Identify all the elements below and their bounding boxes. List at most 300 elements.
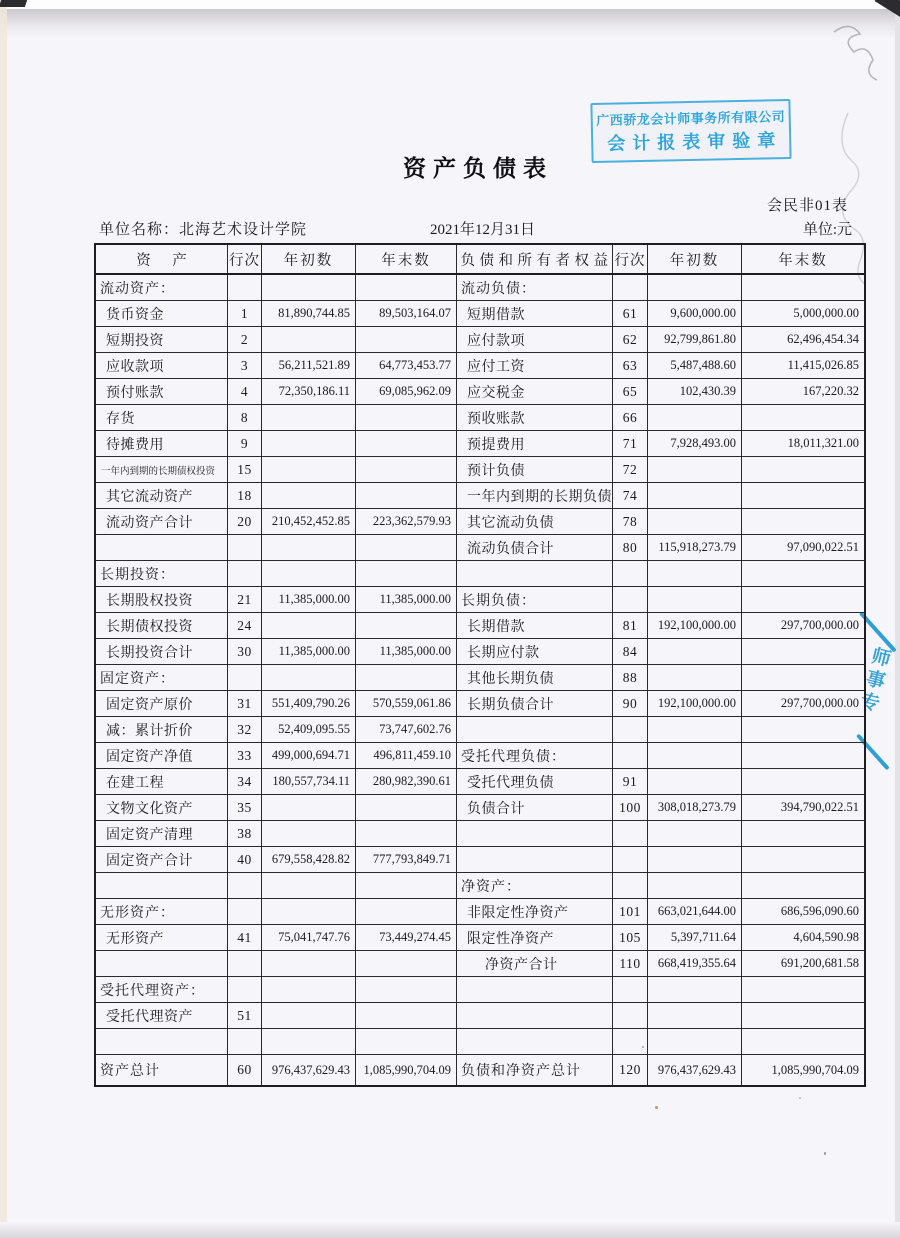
amount-value <box>648 873 742 899</box>
row-label: 受托代理负债 <box>457 769 613 795</box>
row-label: 受托代理负债： <box>457 743 613 769</box>
line-number <box>228 561 262 587</box>
amount-value: 976,437,629.43 <box>648 1055 742 1085</box>
amount-value <box>262 613 356 639</box>
column-header: 行次 <box>228 245 262 275</box>
row-label: 一年内到期的长期负债 <box>457 483 613 509</box>
dust-speck <box>655 1106 658 1109</box>
column-header: 资 产 <box>96 245 228 275</box>
table-row <box>96 925 864 951</box>
unit-name-value: 北海艺术设计学院 <box>179 222 308 238</box>
line-number: 110 <box>613 951 648 977</box>
line-number <box>613 821 648 847</box>
amount-value <box>742 1029 864 1055</box>
row-label: 固定资产： <box>96 665 228 691</box>
row-label <box>457 717 613 743</box>
line-number: 40 <box>228 847 262 873</box>
table-row <box>96 873 864 899</box>
table-row <box>96 353 864 379</box>
amount-value: 115,918,273.79 <box>648 535 742 561</box>
amount-value <box>262 483 356 509</box>
row-label <box>96 951 228 977</box>
amount-value: 976,437,629.43 <box>262 1055 356 1085</box>
table-row <box>96 535 864 561</box>
line-number: 8 <box>228 405 262 431</box>
stamp-seal-text: 会计报表审验章 <box>607 130 783 154</box>
amount-value: 223,362,579.93 <box>356 509 457 535</box>
line-number: 51 <box>228 1003 262 1029</box>
amount-value <box>742 275 864 301</box>
form-code: 会民非01表 <box>766 198 848 214</box>
amount-value <box>262 873 356 899</box>
amount-value: 551,409,790.26 <box>262 691 356 717</box>
line-number: 88 <box>613 665 648 691</box>
amount-value <box>742 1003 864 1029</box>
amount-value <box>356 561 457 587</box>
amount-value <box>742 769 864 795</box>
dust-speck <box>642 1046 644 1048</box>
amount-value: 679,558,428.82 <box>262 847 356 873</box>
row-label: 应交税金 <box>457 379 613 405</box>
line-number <box>613 587 648 613</box>
line-number <box>228 899 262 925</box>
amount-value: 192,100,000.00 <box>648 691 742 717</box>
row-label: 受托代理资产： <box>96 977 228 1003</box>
line-number: 65 <box>613 379 648 405</box>
amount-value <box>262 431 356 457</box>
amount-value: 11,385,000.00 <box>262 587 356 613</box>
amount-value <box>262 1029 356 1055</box>
amount-value <box>648 275 742 301</box>
line-number <box>613 873 648 899</box>
row-label: 净资产： <box>457 873 613 899</box>
line-number: 24 <box>228 613 262 639</box>
row-label: 在建工程 <box>96 769 228 795</box>
amount-value: 777,793,849.71 <box>356 847 457 873</box>
row-label: 固定资产清理 <box>96 821 228 847</box>
amount-value: 499,000,694.71 <box>262 743 356 769</box>
row-label <box>457 977 613 1003</box>
row-label: 长期投资合计 <box>96 639 228 665</box>
report-date: 2021年12月31日 <box>430 222 536 238</box>
amount-value: 52,409,095.55 <box>262 717 356 743</box>
amount-value <box>742 873 864 899</box>
amount-value <box>356 327 457 353</box>
line-number: 33 <box>228 743 262 769</box>
amount-value: 570,559,061.86 <box>356 691 457 717</box>
table-row <box>96 717 864 743</box>
amount-value: 9,600,000.00 <box>648 301 742 327</box>
amount-value <box>742 483 864 509</box>
table-row <box>96 769 864 795</box>
line-number <box>613 847 648 873</box>
table-row <box>96 587 864 613</box>
line-number: 1 <box>228 301 262 327</box>
row-label <box>457 1029 613 1055</box>
row-label: 应付款项 <box>457 327 613 353</box>
amount-value <box>648 483 742 509</box>
line-number: 62 <box>613 327 648 353</box>
row-label: 无形资产： <box>96 899 228 925</box>
amount-value <box>356 405 457 431</box>
row-label: 流动资产： <box>96 275 228 301</box>
row-label <box>96 1029 228 1055</box>
amount-value: 11,385,000.00 <box>356 587 457 613</box>
amount-value: 394,790,022.51 <box>742 795 864 821</box>
amount-value: 73,449,274.45 <box>356 925 457 951</box>
amount-value <box>262 977 356 1003</box>
line-number: 78 <box>613 509 648 535</box>
row-label: 应收款项 <box>96 353 228 379</box>
table-row <box>96 431 864 457</box>
amount-value <box>648 509 742 535</box>
amount-value <box>648 821 742 847</box>
amount-value <box>356 795 457 821</box>
amount-value <box>648 847 742 873</box>
scan-edge-left <box>0 0 7 1238</box>
row-label: 其它流动负债 <box>457 509 613 535</box>
row-label: 长期负债合计 <box>457 691 613 717</box>
row-label: 长期应付款 <box>457 639 613 665</box>
table-row <box>96 561 864 587</box>
line-number <box>228 535 262 561</box>
amount-value <box>648 457 742 483</box>
amount-value <box>262 795 356 821</box>
amount-value: 1,085,990,704.09 <box>356 1055 457 1085</box>
row-label: 无形资产 <box>96 925 228 951</box>
line-number: 81 <box>613 613 648 639</box>
amount-value <box>742 847 864 873</box>
line-number: 9 <box>228 431 262 457</box>
table-row <box>96 483 864 509</box>
amount-value <box>356 873 457 899</box>
row-label: 其它流动资产 <box>96 483 228 509</box>
column-header: 年初数 <box>262 245 356 275</box>
amount-value <box>356 275 457 301</box>
amount-value: 496,811,459.10 <box>356 743 457 769</box>
amount-value <box>356 821 457 847</box>
line-number: 71 <box>613 431 648 457</box>
row-label: 受托代理资产 <box>96 1003 228 1029</box>
amount-value: 668,419,355.64 <box>648 951 742 977</box>
amount-value <box>262 327 356 353</box>
amount-value: 5,397,711.64 <box>648 925 742 951</box>
row-label: 预计负债 <box>457 457 613 483</box>
row-label <box>457 1003 613 1029</box>
line-number: 41 <box>228 925 262 951</box>
line-number: 38 <box>228 821 262 847</box>
amount-value: 18,011,321.00 <box>742 431 864 457</box>
amount-value <box>262 1003 356 1029</box>
row-label: 固定资产净值 <box>96 743 228 769</box>
amount-value <box>742 821 864 847</box>
amount-value: 73,747,602.76 <box>356 717 457 743</box>
row-label: 预提费用 <box>457 431 613 457</box>
line-number <box>613 717 648 743</box>
table-row <box>96 665 864 691</box>
line-number <box>613 1029 648 1055</box>
paper-fold-shadow <box>0 9 900 39</box>
amount-value <box>356 1003 457 1029</box>
row-label: 长期债权投资 <box>96 613 228 639</box>
line-number: 31 <box>228 691 262 717</box>
line-number: 35 <box>228 795 262 821</box>
scan-corner-mark <box>0 0 27 7</box>
amount-value <box>648 717 742 743</box>
amount-value: 75,041,747.76 <box>262 925 356 951</box>
line-number: 34 <box>228 769 262 795</box>
amount-value: 62,496,454.34 <box>742 327 864 353</box>
line-number: 21 <box>228 587 262 613</box>
amount-value <box>648 561 742 587</box>
amount-value <box>742 405 864 431</box>
amount-value: 691,200,681.58 <box>742 951 864 977</box>
table-row <box>96 275 864 301</box>
row-label: 预付账款 <box>96 379 228 405</box>
amount-value <box>648 743 742 769</box>
line-number <box>613 275 648 301</box>
line-number: 90 <box>613 691 648 717</box>
amount-value <box>262 535 356 561</box>
amount-value: 4,604,590.98 <box>742 925 864 951</box>
line-number: 60 <box>228 1055 262 1085</box>
row-label: 待摊费用 <box>96 431 228 457</box>
row-label: 长期负债： <box>457 587 613 613</box>
amount-value <box>742 717 864 743</box>
row-label: 预收账款 <box>457 405 613 431</box>
row-label: 限定性净资产 <box>457 925 613 951</box>
amount-value: 102,430.39 <box>648 379 742 405</box>
amount-value: 663,021,644.00 <box>648 899 742 925</box>
currency-unit: 单位:元 <box>802 222 852 238</box>
column-header: 负债和所有者权益 <box>457 245 613 275</box>
amount-value <box>648 977 742 1003</box>
row-label <box>96 535 228 561</box>
table-row <box>96 639 864 665</box>
amount-value <box>648 1003 742 1029</box>
line-number: 80 <box>613 535 648 561</box>
row-label: 固定资产原价 <box>96 691 228 717</box>
amount-value <box>262 275 356 301</box>
amount-value: 11,385,000.00 <box>262 639 356 665</box>
line-number: 15 <box>228 457 262 483</box>
amount-value <box>262 899 356 925</box>
column-header: 行次 <box>613 245 648 275</box>
amount-value <box>648 769 742 795</box>
row-label <box>457 847 613 873</box>
amount-value <box>356 665 457 691</box>
amount-value: 7,928,493.00 <box>648 431 742 457</box>
row-label: 短期借款 <box>457 301 613 327</box>
unit-name-label: 单位名称： <box>99 222 180 238</box>
line-number <box>613 561 648 587</box>
row-label: 应付工资 <box>457 353 613 379</box>
amount-value: 308,018,273.79 <box>648 795 742 821</box>
line-number <box>228 951 262 977</box>
row-label <box>96 873 228 899</box>
table-row <box>96 509 864 535</box>
row-label: 文物文化资产 <box>96 795 228 821</box>
table-row <box>96 379 864 405</box>
amount-value: 72,350,186.11 <box>262 379 356 405</box>
line-number <box>228 1029 262 1055</box>
amount-value: 5,487,488.60 <box>648 353 742 379</box>
line-number: 72 <box>613 457 648 483</box>
table-row <box>96 1003 864 1029</box>
line-number <box>228 977 262 1003</box>
line-number: 3 <box>228 353 262 379</box>
table-row <box>96 977 864 1003</box>
line-number: 105 <box>613 925 648 951</box>
line-number <box>613 743 648 769</box>
amount-value <box>356 535 457 561</box>
amount-value <box>262 665 356 691</box>
amount-value: 11,415,026.85 <box>742 353 864 379</box>
amount-value <box>262 561 356 587</box>
row-label: 负债合计 <box>457 795 613 821</box>
table-row <box>96 691 864 717</box>
row-label <box>457 821 613 847</box>
amount-value <box>742 977 864 1003</box>
row-label: 流动负债合计 <box>457 535 613 561</box>
row-label: 货币资金 <box>96 301 228 327</box>
line-number: 100 <box>613 795 648 821</box>
line-number <box>613 977 648 1003</box>
line-number: 30 <box>228 639 262 665</box>
amount-value <box>648 405 742 431</box>
column-header: 年末数 <box>356 245 457 275</box>
row-label: 一年内到期的长期债权投资 <box>96 457 228 483</box>
amount-value <box>262 821 356 847</box>
amount-value <box>356 613 457 639</box>
line-number: 74 <box>613 483 648 509</box>
amount-value <box>356 431 457 457</box>
amount-value: 5,000,000.00 <box>742 301 864 327</box>
line-number: 120 <box>613 1055 648 1085</box>
line-number: 84 <box>613 639 648 665</box>
table-row <box>96 847 864 873</box>
line-number: 20 <box>228 509 262 535</box>
line-number: 2 <box>228 327 262 353</box>
amount-value <box>356 457 457 483</box>
amount-value <box>742 509 864 535</box>
row-label: 固定资产合计 <box>96 847 228 873</box>
row-label: 资产总计 <box>96 1055 228 1085</box>
amount-value <box>742 665 864 691</box>
amount-value: 81,890,744.85 <box>262 301 356 327</box>
line-number: 63 <box>613 353 648 379</box>
stamp-company-name: 广西骄龙会计师事务所有限公司 <box>596 109 786 128</box>
line-number <box>228 873 262 899</box>
amount-value: 1,085,990,704.09 <box>771 1062 859 1077</box>
amount-value: 167,220.32 <box>742 379 864 405</box>
scan-edge-top <box>0 0 900 9</box>
line-number: 61 <box>613 301 648 327</box>
row-label: 减：累计折价 <box>96 717 228 743</box>
table-row <box>96 405 864 431</box>
amount-value: 92,799,861.80 <box>648 327 742 353</box>
table-row <box>96 743 864 769</box>
amount-value: 297,700,000.00 <box>742 691 864 717</box>
line-number: 91 <box>613 769 648 795</box>
amount-value <box>742 587 864 613</box>
line-number <box>613 1003 648 1029</box>
dust-speck <box>824 1152 826 1155</box>
row-label: 流动负债： <box>457 275 613 301</box>
amount-value: 69,085,962.09 <box>356 379 457 405</box>
row-label: 负债和净资产总计 <box>457 1055 613 1085</box>
scan-edge-bottom <box>0 1222 900 1238</box>
amount-value: 89,503,164.07 <box>356 301 457 327</box>
row-label: 净资产合计 <box>457 951 613 977</box>
table-row <box>96 951 864 977</box>
amount-value: 280,982,390.61 <box>356 769 457 795</box>
report-info-line <box>94 218 862 240</box>
row-label: 长期借款 <box>457 613 613 639</box>
amount-value: 64,773,453.77 <box>356 353 457 379</box>
amount-value: 192,100,000.00 <box>648 613 742 639</box>
row-label <box>457 561 613 587</box>
amount-value: 297,700,000.00 <box>742 613 864 639</box>
amount-value <box>742 639 864 665</box>
amount-value <box>356 483 457 509</box>
column-header: 年初数 <box>648 245 742 275</box>
table-row <box>96 327 864 353</box>
dust-speck <box>799 1097 801 1099</box>
page-title: 资产负债表 <box>403 156 553 181</box>
row-label: 非限定性净资产 <box>457 899 613 925</box>
amount-value <box>648 639 742 665</box>
table-row <box>96 899 864 925</box>
amount-value <box>648 1029 742 1055</box>
amount-value <box>262 951 356 977</box>
row-label: 短期投资 <box>96 327 228 353</box>
amount-value <box>356 1029 457 1055</box>
table-row <box>96 1055 864 1085</box>
amount-value <box>648 665 742 691</box>
line-number: 4 <box>228 379 262 405</box>
amount-value: 210,452,452.85 <box>262 509 356 535</box>
row-label: 存货 <box>96 405 228 431</box>
table-row <box>96 1029 864 1055</box>
line-number: 18 <box>228 483 262 509</box>
amount-value <box>356 951 457 977</box>
amount-value: 686,596,090.60 <box>742 899 864 925</box>
stamp-fragment-text: 师事专 <box>854 644 893 717</box>
row-label: 长期投资： <box>96 561 228 587</box>
amount-value <box>648 587 742 613</box>
amount-value: 97,090,022.51 <box>742 535 864 561</box>
row-label: 长期股权投资 <box>96 587 228 613</box>
amount-value <box>262 457 356 483</box>
line-number: 101 <box>613 899 648 925</box>
table-row <box>96 301 864 327</box>
balance-sheet-table <box>94 243 866 1087</box>
amount-value <box>356 977 457 1003</box>
amount-value <box>742 561 864 587</box>
amount-value: 56,211,521.89 <box>262 353 356 379</box>
column-header: 年末数 <box>742 245 864 275</box>
amount-value: 180,557,734.11 <box>262 769 356 795</box>
amount-value <box>742 457 864 483</box>
line-number <box>228 275 262 301</box>
table-row <box>96 795 864 821</box>
amount-value <box>742 743 864 769</box>
amount-value: 11,385,000.00 <box>356 639 457 665</box>
line-number: 32 <box>228 717 262 743</box>
table-row <box>96 457 864 483</box>
amount-value <box>262 405 356 431</box>
